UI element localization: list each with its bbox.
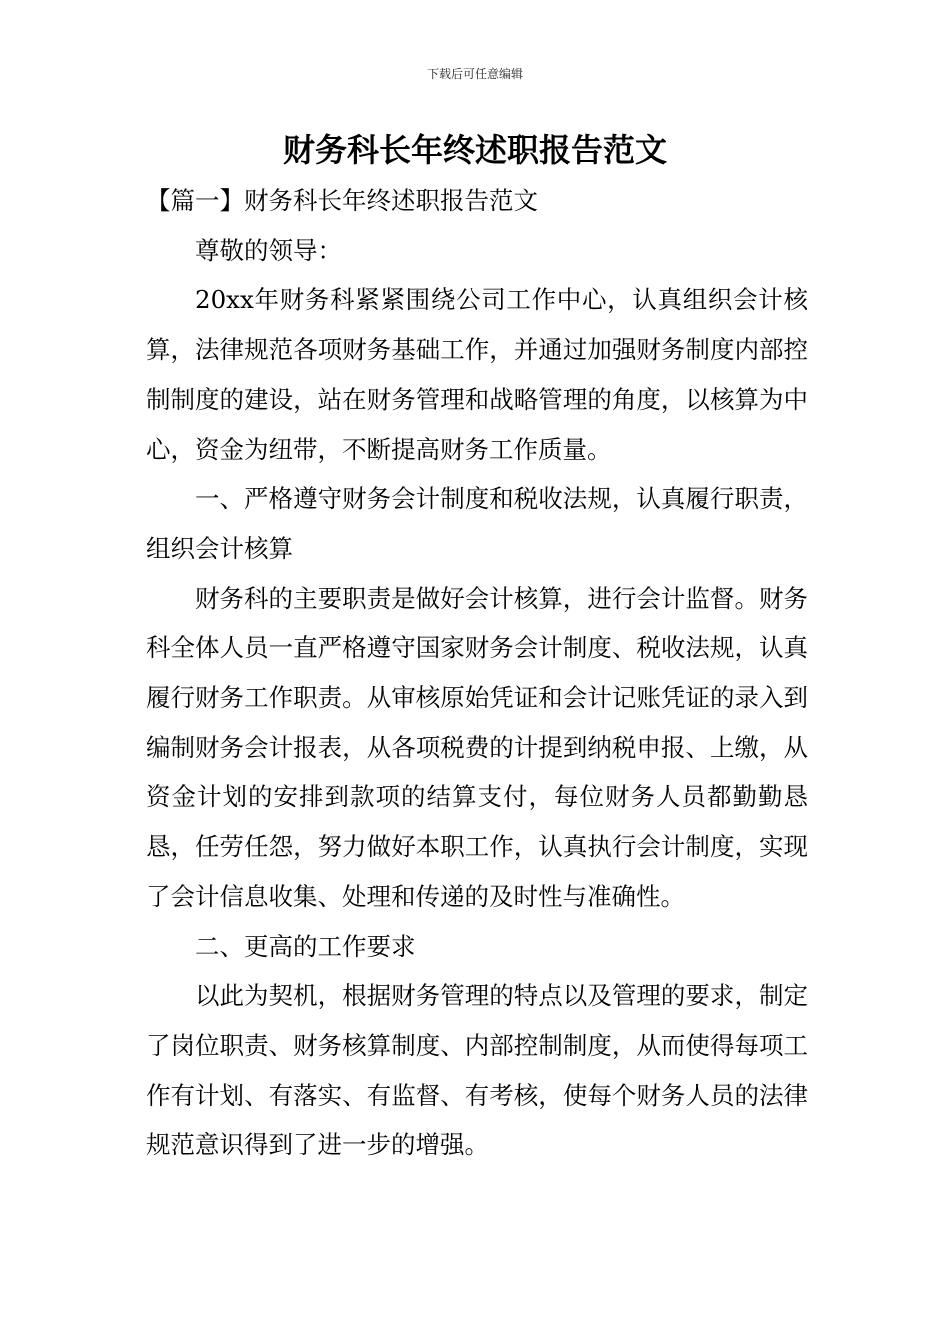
section-heading-1: 一、严格遵守财务会计制度和税收法规，认真履行职责，组织会计核算 <box>146 484 808 563</box>
body-paragraph: 20xx年财务科紧紧围绕公司工作中心，认真组织会计核算，法律规范各项财务基础工作，并通过加强财务制度内部控制制度的建设，站在财务管理和战略管理的角度，以核算为中心，资金为纽带，不断提高财务工作质量。 <box>146 285 808 464</box>
body-paragraph: 以此为契机，根据财务管理的特点以及管理的要求，制定了岗位职责、财务核算制度、内部控制制度，从而使得每项工作有计划、有落实、有监督、有考核，使每个财务人员的法律规范意识得到了进一步的增强。 <box>146 981 808 1160</box>
document-body <box>146 176 808 1170</box>
document-title: 财务科长年终述职报告范文 <box>282 131 667 169</box>
body-paragraph: 财务科的主要职责是做好会计核算，进行会计监督。财务科全体人员一直严格遵守国家财务会计制度、税收法规，认真履行财务工作职责。从审核原始凭证和会计记账凭证的录入到编制财务会计报表，从各项税费的计提到纳税申报、上缴，从资金计划的安排到款项的结算支付，每位财务人员都勤勤恳恳，任劳任怨，努力做好本职工作，认真执行会计制度，实现了会计信息收集、处理和传递的及时性与准确性。 <box>146 583 808 911</box>
section-heading-2: 二、更高的工作要求 <box>195 931 416 961</box>
salutation: 尊敬的领导： <box>195 235 342 265</box>
section-subtitle: 【篇一】财务科长年终述职报告范文 <box>146 186 538 215</box>
header-note: 下载后可任意编辑 <box>426 67 523 81</box>
